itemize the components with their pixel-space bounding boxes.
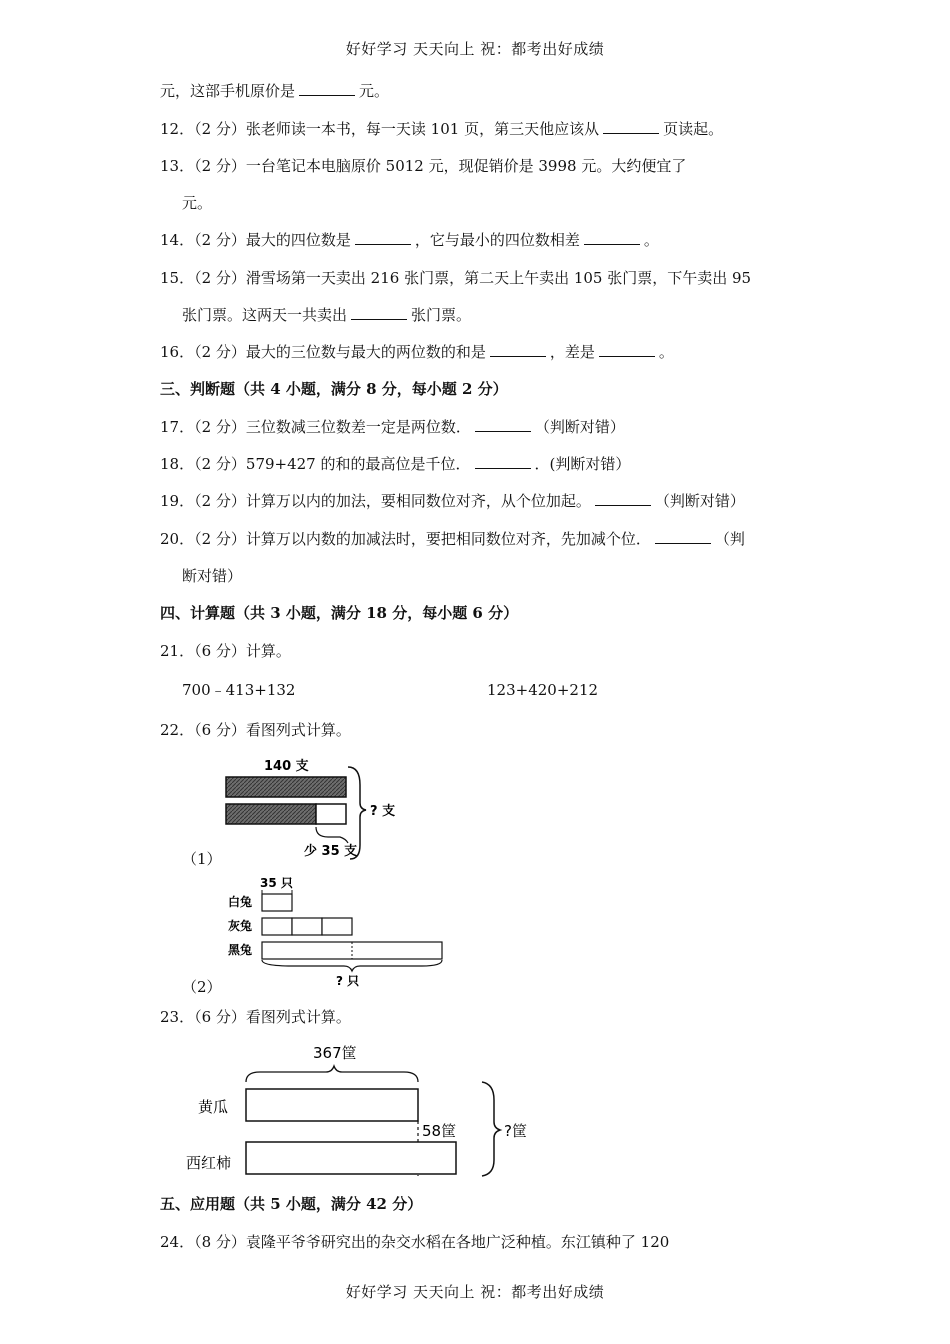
answer-blank[interactable] [603, 119, 659, 134]
q15-text: 15．（2 分）滑雪场第一天卖出 216 张门票，第二天上午卖出 105 张门票，下午卖出 95 [160, 269, 752, 287]
q20-suffix: （判 [714, 530, 745, 548]
bar-white-rabbit [262, 894, 292, 911]
brace-right [482, 1082, 500, 1176]
q18-text: 18．（2 分）579+427 的和的最高位是千位． [160, 455, 471, 473]
q12-suffix: 页读起。 [663, 120, 724, 138]
question-15 [160, 267, 795, 289]
q14-text-2: ，它与最小的四位数相差 [414, 231, 580, 249]
diagram3-top-label: 367筐 [313, 1044, 357, 1062]
q15-text-2: 张门票。这两天一共卖出 [182, 306, 348, 324]
q20-text: 20．（2 分）计算万以内数的加减法时，要把相同数位对齐，先加减个位． [160, 530, 651, 548]
question-18 [160, 453, 795, 475]
question-11-continued [160, 80, 795, 102]
q19-suffix: （判断对错） [654, 492, 745, 510]
question-19 [160, 490, 795, 512]
question-24: 24．（8 分）袁隆平爷爷研究出的杂交水稻在各地广泛种植。东江镇种了 120 [160, 1233, 670, 1251]
diagram2-bottom-label: ? 只 [336, 974, 360, 988]
section-3-heading: 三、判断题（共 4 小题，满分 8 分，每小题 2 分） [160, 380, 508, 398]
q15-suffix: 张门票。 [411, 306, 472, 324]
q18-suffix: ．(判断对错） [534, 455, 631, 473]
q16-text: 16．（2 分）最大的三位数与最大的两位数的和是 [160, 343, 486, 361]
diagram1-bottom-label: 少 35 支 [304, 844, 358, 859]
question-22: 22．（6 分）看图列式计算。 [160, 721, 351, 739]
answer-blank[interactable] [490, 342, 546, 357]
answer-blank[interactable] [475, 454, 531, 469]
q12-text: 12．（2 分）张老师读一本书，每一天读 101 页，第三天他应该从 [160, 120, 600, 138]
answer-blank[interactable] [475, 417, 531, 432]
answer-blank[interactable] [299, 81, 355, 96]
question-13 [160, 155, 795, 177]
q13-suffix: 元。 [182, 194, 213, 212]
page-header: 好好学习 天天向上 祝：都考出好成绩 [345, 40, 605, 58]
question-13-cont [182, 192, 817, 214]
q21-expression-2: 123+420+212 [487, 681, 599, 699]
answer-blank[interactable] [584, 230, 640, 245]
bar-gray-rabbit-2 [292, 918, 322, 935]
q16-text-2: ，差是 [549, 343, 595, 361]
question-20 [160, 528, 795, 550]
q22-part-1-label: （1） [182, 850, 222, 868]
q17-text: 17．（2 分）三位数减三位数差一定是两位数． [160, 418, 471, 436]
answer-blank[interactable] [599, 342, 655, 357]
row-label-white: 白兔 [228, 895, 253, 909]
brace-top [246, 1066, 418, 1082]
bar-gray-rabbit-1 [262, 918, 292, 935]
page-footer: 好好学习 天天向上 祝：都考出好成绩 [345, 1283, 605, 1301]
bar-cucumber [246, 1089, 418, 1121]
diagram1-top-label: 140 支 [264, 759, 309, 774]
brace-bottom [316, 827, 348, 843]
q22-part-2-label: （2） [182, 978, 222, 996]
q17-suffix: （判断对错） [534, 418, 625, 436]
answer-blank[interactable] [351, 305, 407, 320]
bar-pencils-2-missing [316, 804, 346, 824]
diagram-1-pencils [220, 755, 420, 865]
q19-text: 19．（2 分）计算万以内的加法，要相同数位对齐，从个位加起。 [160, 492, 591, 510]
answer-blank[interactable] [655, 529, 711, 544]
q20-suffix-2: 断对错） [182, 567, 243, 585]
q21-expression-1: 700﹣413+132 [182, 681, 296, 699]
answer-blank[interactable] [355, 230, 411, 245]
row-label-black: 黑兔 [228, 943, 253, 957]
bar-pencils-1 [226, 777, 346, 797]
row-label-gray: 灰兔 [228, 919, 253, 933]
q14-text: 14．（2 分）最大的四位数是 [160, 231, 351, 249]
row-label-cucumber: 黄瓜 [198, 1098, 229, 1116]
diagram-3-vegetables [180, 1038, 550, 1180]
diagram3-diff-label: 58筐 [422, 1122, 457, 1140]
q16-suffix: 。 [658, 343, 674, 361]
bar-pencils-2 [226, 804, 316, 824]
diagram-2-rabbits [222, 870, 452, 990]
row-label-tomato: 西红柿 [186, 1154, 232, 1172]
q11-text: 元，这部手机原价是 [160, 82, 296, 100]
diagram2-top-label: 35 只 [260, 876, 293, 890]
section-5-heading: 五、应用题（共 5 小题，满分 42 分） [160, 1195, 423, 1213]
answer-blank[interactable] [595, 491, 651, 506]
q14-suffix: 。 [643, 231, 659, 249]
brace-bottom [262, 960, 442, 971]
question-12 [160, 118, 795, 140]
question-15-cont [182, 304, 817, 326]
question-17 [160, 416, 795, 438]
bar-tomato [246, 1142, 456, 1174]
question-20-cont [182, 565, 817, 587]
question-14 [160, 229, 795, 251]
q11-suffix: 元。 [359, 82, 390, 100]
bar-gray-rabbit-3 [322, 918, 352, 935]
q13-text: 13．（2 分）一台笔记本电脑原价 5012 元，现促销价是 3998 元。大约便宜了 [160, 157, 687, 175]
question-16 [160, 341, 795, 363]
diagram3-right-label: ?筐 [504, 1122, 527, 1140]
question-21: 21．（6 分）计算。 [160, 642, 291, 660]
question-23: 23．（6 分）看图列式计算。 [160, 1008, 351, 1026]
section-4-heading: 四、计算题（共 3 小题，满分 18 分，每小题 6 分） [160, 604, 519, 622]
diagram1-right-label: ? 支 [370, 804, 396, 819]
